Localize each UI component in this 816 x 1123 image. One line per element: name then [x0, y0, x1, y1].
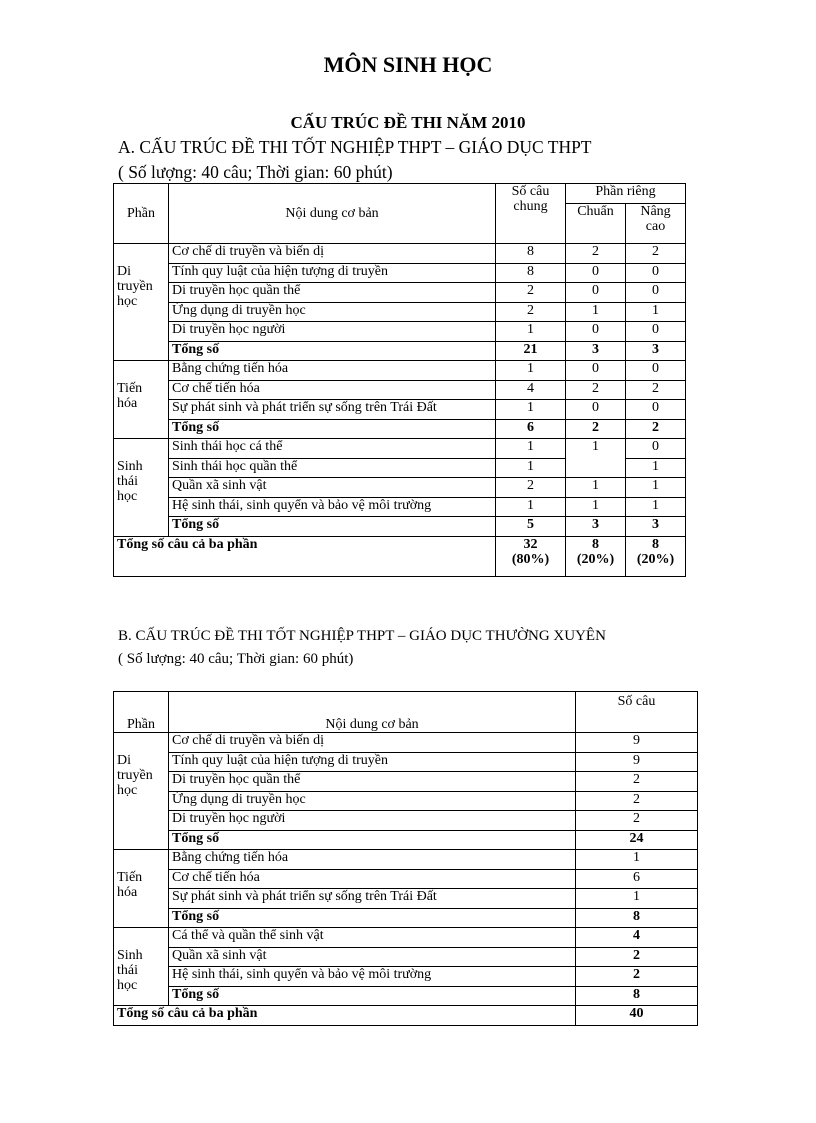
content-cell: Tính quy luật của hiện tượng di truyền — [169, 752, 576, 772]
section-name-line: Di — [117, 264, 131, 279]
content-cell: Di truyền học quần thể — [169, 283, 496, 303]
content-cell: Cơ chế tiến hóa — [169, 869, 576, 889]
section-name-line: học — [117, 783, 138, 798]
table-row — [114, 263, 686, 283]
section-a-meta: ( Số lượng: 40 câu; Thời gian: 60 phút) — [118, 162, 393, 182]
section-name-line: Sinh — [117, 948, 143, 963]
table-row — [114, 244, 686, 264]
table-row — [114, 947, 698, 967]
section-name-cell — [114, 361, 169, 439]
content-cell: Cá thể và quần thể sinh vật — [169, 928, 576, 948]
table-row — [114, 497, 686, 517]
table-row — [114, 380, 686, 400]
document-subtitle: CẤU TRÚC ĐỀ THI NĂM 2010 — [290, 113, 526, 132]
total-row — [114, 419, 686, 439]
nang-cao-cell: 1 — [626, 478, 686, 498]
grand-total-chuan — [566, 536, 626, 576]
content-cell: Bằng chứng tiến hóa — [169, 850, 576, 870]
total-label: Tổng số — [169, 830, 576, 850]
so-cau-cell: 1 — [576, 850, 698, 870]
header-chuan: Chuẩn — [566, 204, 626, 244]
content-cell: Cơ chế di truyền và biến dị — [169, 733, 576, 753]
section-name-line: hóa — [117, 396, 138, 411]
header-so-cau-chung — [496, 184, 566, 244]
so-cau-cell: 4 — [576, 928, 698, 948]
grand-total-label: Tổng số câu cả ba phần — [114, 536, 496, 576]
grand-total-percent: (20%) — [576, 551, 615, 567]
content-cell: Cơ chế di truyền và biến dị — [169, 244, 496, 264]
total-row — [114, 341, 686, 361]
content-cell: Quần xã sinh vật — [169, 947, 576, 967]
chuan-cell: 0 — [566, 322, 626, 342]
section-name-line: hóa — [117, 885, 138, 900]
total-row — [114, 830, 698, 850]
so-cau-cell: 2 — [576, 791, 698, 811]
chuan-cell: 0 — [566, 361, 626, 381]
content-cell: Di truyền học quần thể — [169, 772, 576, 792]
nang-cao-cell: 0 — [626, 361, 686, 381]
grand-total-label: Tổng số câu cả ba phần — [114, 1006, 576, 1026]
total-chuan: 3 — [566, 517, 626, 537]
content-cell: Quần xã sinh vật — [169, 478, 496, 498]
nang-cao-cell: 0 — [626, 283, 686, 303]
section-name-line: thái — [117, 474, 138, 489]
content-cell: Sinh thái học cá thể — [169, 439, 496, 459]
section-name-line: truyền — [117, 279, 153, 294]
content-cell: Tính quy luật của hiện tượng di truyền — [169, 263, 496, 283]
grand-total-value: 32 — [523, 536, 538, 552]
section-name-cell — [114, 850, 169, 928]
header-phan: Phần — [114, 184, 169, 244]
content-cell: Bằng chứng tiến hóa — [169, 361, 496, 381]
total-nang-cao: 3 — [626, 341, 686, 361]
section-name-line: Sinh — [117, 459, 143, 474]
content-cell: Sự phát sinh và phát triển sự sống trên Trái Đất — [169, 400, 496, 420]
total-label: Tổng số — [169, 341, 496, 361]
so-cau-cell: 9 — [576, 752, 698, 772]
grand-total-nangcao — [626, 536, 686, 576]
content-cell: Ứng dụng di truyền học — [169, 791, 576, 811]
grand-total-value: 8 — [592, 536, 599, 552]
nang-cao-cell: 2 — [626, 244, 686, 264]
table-row — [114, 439, 686, 459]
so-cau-cell: 6 — [576, 869, 698, 889]
so-cau-chung-cell: 1 — [496, 497, 566, 517]
section-name-line: Tiến — [117, 381, 143, 396]
table-row — [114, 791, 698, 811]
chuan-cell: 2 — [566, 244, 626, 264]
chuan-cell: 1 — [566, 302, 626, 322]
total-row — [114, 908, 698, 928]
content-cell: Di truyền học người — [169, 322, 496, 342]
exam-structure-table-b — [113, 691, 698, 1026]
grand-total-row — [114, 1006, 698, 1026]
total-so-cau: 8 — [576, 908, 698, 928]
nang-cao-cell: 0 — [626, 322, 686, 342]
total-so-cau: 8 — [576, 986, 698, 1006]
section-b-heading: B. CẤU TRÚC ĐỀ THI TỐT NGHIỆP THPT – GIÁO DỤC THƯỜNG XUYÊN — [118, 628, 606, 644]
section-name-line: học — [117, 978, 138, 993]
section-name-cell — [114, 439, 169, 537]
so-cau-chung-cell: 1 — [496, 361, 566, 381]
grand-total-chung — [496, 536, 566, 576]
table-row — [114, 889, 698, 909]
table-row — [114, 772, 698, 792]
total-label: Tổng số — [169, 517, 496, 537]
nang-cao-cell: 2 — [626, 380, 686, 400]
content-cell: Di truyền học người — [169, 811, 576, 831]
section-name-line: truyền — [117, 768, 153, 783]
table-row — [114, 361, 686, 381]
content-cell: Ứng dụng di truyền học — [169, 302, 496, 322]
table-row — [114, 283, 686, 303]
grand-total-so-cau: 40 — [576, 1006, 698, 1026]
so-cau-chung-cell: 1 — [496, 439, 566, 459]
chuan-cell: 1 — [566, 478, 626, 498]
total-chung: 5 — [496, 517, 566, 537]
section-b-meta: ( Số lượng: 40 câu; Thời gian: 60 phút) — [118, 651, 354, 667]
grand-total-value: 8 — [652, 536, 659, 552]
so-cau-chung-cell: 1 — [496, 400, 566, 420]
header-phan-rieng: Phần riêng — [566, 184, 686, 204]
table-row — [114, 478, 686, 498]
table-row — [114, 850, 698, 870]
so-cau-chung-cell: 2 — [496, 302, 566, 322]
header-noi-dung: Nội dung cơ bản — [169, 184, 496, 244]
section-name-line: Tiến — [117, 870, 143, 885]
table-row — [114, 733, 698, 753]
total-row — [114, 986, 698, 1006]
table-row — [114, 869, 698, 889]
grand-total-percent: (20%) — [636, 551, 675, 567]
grand-total-row — [114, 536, 686, 576]
so-cau-cell: 1 — [576, 889, 698, 909]
so-cau-cell: 2 — [576, 947, 698, 967]
content-cell: Sự phát sinh và phát triển sự sống trên Trái Đất — [169, 889, 576, 909]
total-chuan: 3 — [566, 341, 626, 361]
total-nang-cao: 2 — [626, 419, 686, 439]
total-label: Tổng số — [169, 986, 576, 1006]
header-noi-dung: Nội dung cơ bản — [169, 692, 576, 733]
content-cell: Hệ sinh thái, sinh quyển và bảo vệ môi trường — [169, 967, 576, 987]
header-nang-cao-line2: cao — [645, 219, 666, 234]
nang-cao-cell: 1 — [626, 497, 686, 517]
nang-cao-cell: 0 — [626, 439, 686, 459]
total-chung: 6 — [496, 419, 566, 439]
table-row — [114, 811, 698, 831]
chuan-cell: 1 — [566, 439, 626, 478]
so-cau-chung-cell: 2 — [496, 283, 566, 303]
so-cau-chung-cell: 2 — [496, 478, 566, 498]
section-name-cell — [114, 244, 169, 361]
content-cell: Cơ chế tiến hóa — [169, 380, 496, 400]
content-cell: Hệ sinh thái, sinh quyển và bảo vệ môi trường — [169, 497, 496, 517]
section-name-line: học — [117, 294, 138, 309]
so-cau-cell: 9 — [576, 733, 698, 753]
section-name-line: học — [117, 489, 138, 504]
so-cau-cell: 2 — [576, 811, 698, 831]
so-cau-chung-cell: 4 — [496, 380, 566, 400]
total-label: Tổng số — [169, 908, 576, 928]
content-cell: Sinh thái học quần thể — [169, 458, 496, 478]
nang-cao-cell: 0 — [626, 263, 686, 283]
section-name-line: thái — [117, 963, 138, 978]
table-row — [114, 400, 686, 420]
section-name-line: Di — [117, 753, 131, 768]
header-so-cau-line1: Số câu — [511, 184, 550, 199]
table-row — [114, 928, 698, 948]
total-nang-cao: 3 — [626, 517, 686, 537]
exam-structure-table-a — [113, 183, 686, 577]
so-cau-chung-cell: 8 — [496, 263, 566, 283]
table-row — [114, 322, 686, 342]
so-cau-cell: 2 — [576, 772, 698, 792]
header-nang-cao-line1: Nâng — [640, 204, 671, 219]
so-cau-chung-cell: 1 — [496, 458, 566, 478]
chuan-cell: 1 — [566, 497, 626, 517]
chuan-cell: 0 — [566, 283, 626, 303]
table-row — [114, 302, 686, 322]
header-nang-cao — [626, 204, 686, 244]
grand-total-percent: (80%) — [511, 551, 550, 567]
header-phan: Phần — [114, 692, 169, 733]
document-title: MÔN SINH HỌC — [323, 52, 493, 77]
nang-cao-cell: 0 — [626, 400, 686, 420]
so-cau-chung-cell: 8 — [496, 244, 566, 264]
table-row — [114, 967, 698, 987]
section-name-cell — [114, 733, 169, 850]
section-name-cell — [114, 928, 169, 1006]
header-so-cau-line2: chung — [513, 199, 548, 214]
section-a-heading: A. CẤU TRÚC ĐỀ THI TỐT NGHIỆP THPT – GIÁO DỤC THPT — [118, 137, 592, 157]
chuan-cell: 0 — [566, 263, 626, 283]
total-chuan: 2 — [566, 419, 626, 439]
total-so-cau: 24 — [576, 830, 698, 850]
total-row — [114, 517, 686, 537]
so-cau-cell: 2 — [576, 967, 698, 987]
so-cau-chung-cell: 1 — [496, 322, 566, 342]
chuan-cell: 0 — [566, 400, 626, 420]
nang-cao-cell: 1 — [626, 302, 686, 322]
total-label: Tổng số — [169, 419, 496, 439]
table-row — [114, 752, 698, 772]
chuan-cell: 2 — [566, 380, 626, 400]
total-chung: 21 — [496, 341, 566, 361]
nang-cao-cell: 1 — [626, 458, 686, 478]
header-so-cau: Số câu — [576, 692, 698, 733]
